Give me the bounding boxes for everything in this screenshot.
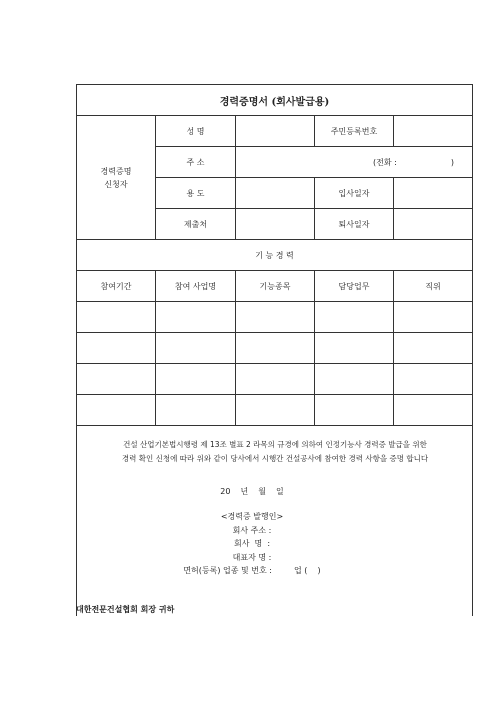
table-cell[interactable] — [315, 395, 394, 426]
date-year: 년 — [240, 487, 249, 496]
table-row — [77, 302, 473, 333]
table-cell[interactable] — [156, 395, 236, 426]
table-cell[interactable] — [77, 333, 156, 364]
representative-label: 대표자 명 : — [232, 552, 272, 562]
addressee: 대한전문건설협회 회장 귀하 — [76, 604, 175, 614]
license-value: 업 ( ) — [293, 566, 321, 575]
table-cell[interactable] — [77, 364, 156, 395]
col-duty: 담당업무 — [315, 271, 394, 302]
address-field[interactable] — [236, 147, 473, 178]
table-cell[interactable] — [315, 364, 394, 395]
table-cell[interactable] — [394, 302, 473, 333]
hire-date-field[interactable] — [394, 178, 473, 209]
name-field[interactable] — [236, 116, 315, 147]
leave-date-label: 퇴사일자 — [315, 209, 394, 240]
issue-date — [0, 486, 504, 497]
certification-statement — [84, 438, 466, 466]
hire-date-label: 입사일자 — [315, 178, 394, 209]
col-position: 직위 — [394, 271, 473, 302]
statement-line1: 건설 산업기본법시행령 제 13조 별표 2 라목의 규경에 의하여 인정기능사 경력증 발급을 위한 — [123, 440, 427, 449]
date-prefix: 20 — [220, 487, 231, 496]
license-label: 면허(등록) 업종 및 번호 : — [183, 566, 272, 575]
resident-no-field[interactable] — [394, 116, 473, 147]
table-cell[interactable] — [315, 302, 394, 333]
issuer-block — [0, 510, 504, 578]
table-row — [77, 333, 473, 364]
table-cell[interactable] — [77, 302, 156, 333]
phone-close: ) — [450, 157, 454, 167]
applicant-label — [77, 116, 156, 240]
form-title: 경력증명서 (회사발급용) — [77, 85, 473, 116]
table-row — [77, 395, 473, 426]
leave-date-field[interactable] — [394, 209, 473, 240]
issuer-heading: <경력증 발행인> — [220, 512, 284, 521]
company-address-label: 회사 주소 : — [232, 525, 272, 535]
career-header: 기 능 경 력 — [77, 240, 473, 271]
table-cell[interactable] — [236, 302, 315, 333]
phone-label: (전화 : — [373, 157, 397, 167]
resident-no-label: 주민등록번호 — [315, 116, 394, 147]
address-label: 주 소 — [156, 147, 236, 178]
applicant-label-line1: 경력증명 — [100, 166, 132, 176]
col-period: 참여기간 — [77, 271, 156, 302]
table-cell[interactable] — [394, 333, 473, 364]
statement-line2: 경력 확인 신청에 따라 위와 같이 당사에서 시행간 건설공사에 참여한 경력 사항을 증명 합니다 — [121, 454, 429, 463]
date-day: 일 — [275, 487, 284, 496]
col-project: 참여 사업명 — [156, 271, 236, 302]
purpose-label: 용 도 — [156, 178, 236, 209]
table-cell[interactable] — [236, 333, 315, 364]
table-cell[interactable] — [236, 395, 315, 426]
submit-to-field[interactable] — [236, 209, 315, 240]
table-cell[interactable] — [394, 395, 473, 426]
table-cell[interactable] — [77, 395, 156, 426]
table-cell[interactable] — [156, 333, 236, 364]
date-month: 월 — [258, 487, 266, 496]
table-cell[interactable] — [156, 302, 236, 333]
col-skill: 기능종목 — [236, 271, 315, 302]
table-cell[interactable] — [315, 333, 394, 364]
submit-to-label: 제출처 — [156, 209, 236, 240]
table-cell[interactable] — [394, 364, 473, 395]
company-name-label: 회사 명 : — [233, 539, 271, 548]
table-cell[interactable] — [156, 364, 236, 395]
purpose-field[interactable] — [236, 178, 315, 209]
name-label: 성 명 — [156, 116, 236, 147]
table-row — [77, 364, 473, 395]
applicant-label-line2: 신청자 — [104, 179, 128, 189]
table-cell[interactable] — [236, 364, 315, 395]
license-line — [0, 564, 504, 578]
